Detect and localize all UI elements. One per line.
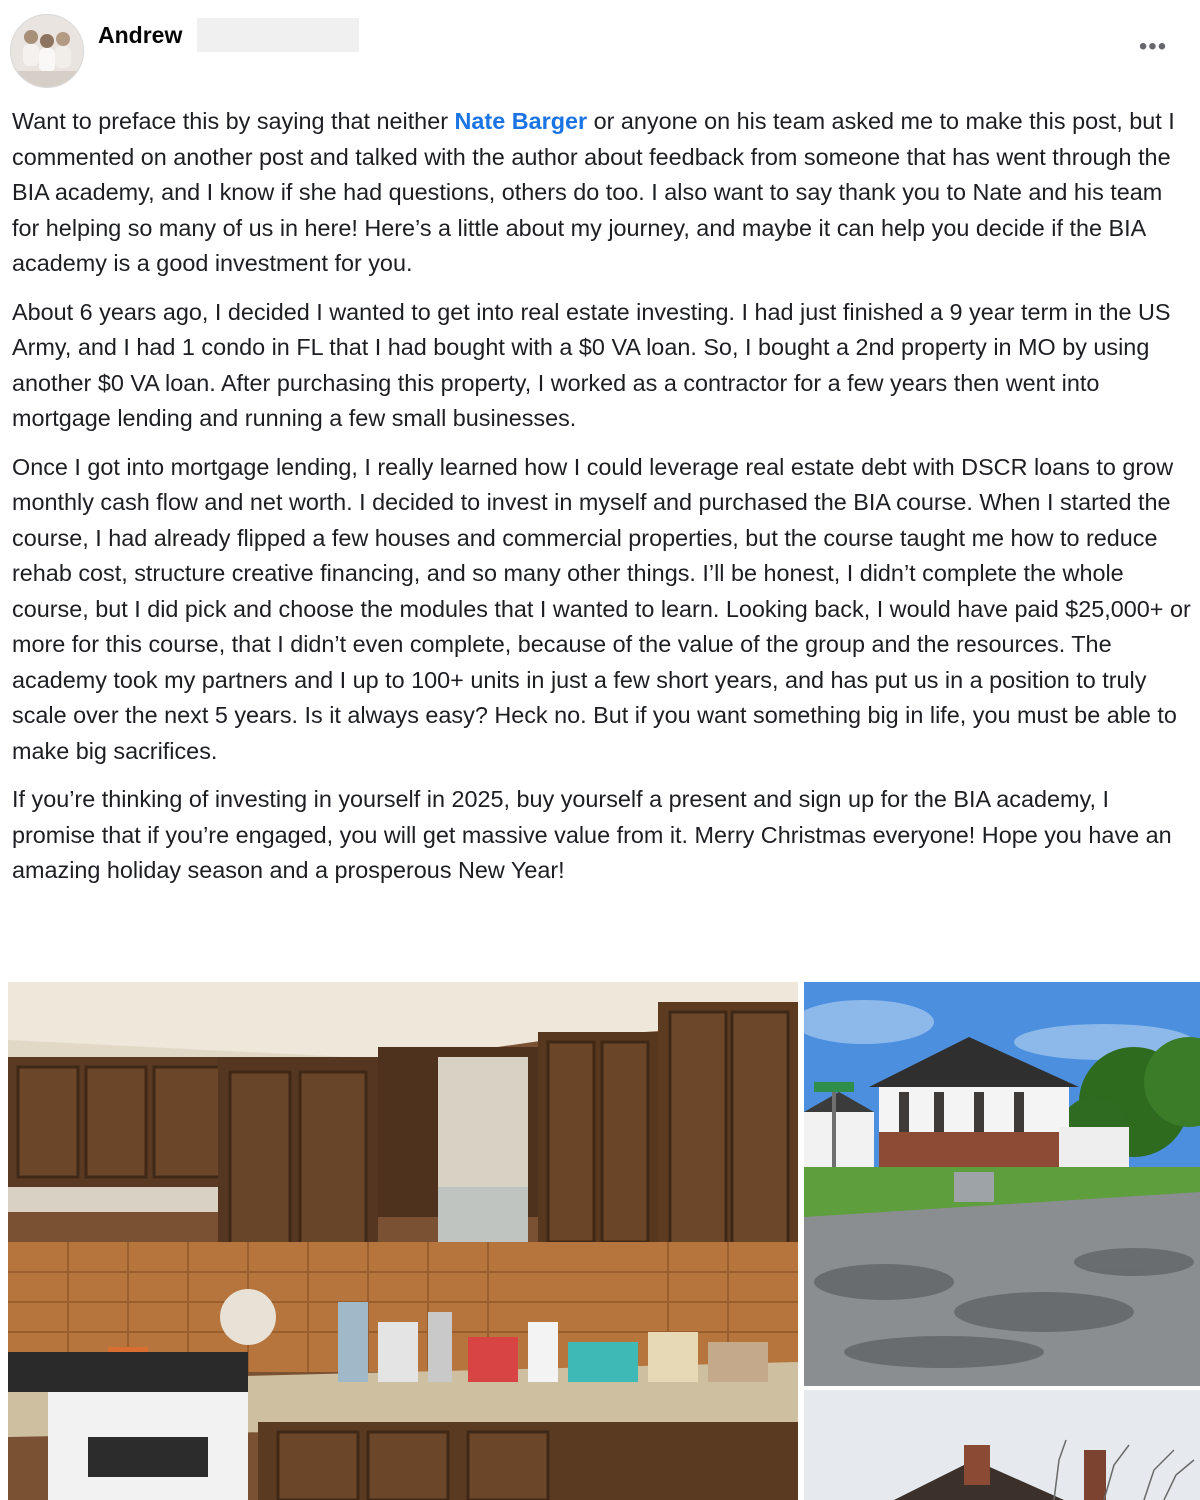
post-paragraph-3: Once I got into mortgage lending, I really learned how I could leverage real estate debt with DSCR loans to grow monthly cash flow and net worth. I decided to invest in myself and purchased the BIA course. When I started the course, I had already flipped a few houses and commercial properties, but the course taught me how to reduce rehab cost, structure creative financing, and so many other things. I’ll be honest, I didn’t complete the whole course, but I did pick and choose the modules that I wanted to learn. Looking back, I would have paid $25,000+ or more for this course, that I didn’t even complete, because of the value of the group and the resources. The academy took my partners and I up to 100+ units in just a few short years, and has put us in a position to truly scale over the next 5 years. Is it always easy? Heck no. But if you want something big in life, you must be able to make big sacrifices. — [12, 453, 1191, 764]
post-paragraph-2: About 6 years ago, I decided I wanted to get into real estate investing. I had just finished a 9 year term in the US Army, and I had 1 condo in FL that I had bought with a $0 VA loan. So, I bought a 2nd property in MO by using another $0 VA loan. After purchasing this property, I worked as a contractor for a few years then went into mortgage lending and running a few small businesses. — [12, 298, 1171, 431]
house-photo[interactable] — [804, 1390, 1200, 1500]
kitchen-photo[interactable] — [8, 982, 798, 1500]
more-options-button[interactable] — [1136, 32, 1170, 62]
author-avatar[interactable] — [10, 14, 84, 88]
name-redaction — [197, 18, 359, 52]
post-paragraph-1 — [12, 104, 1192, 282]
more-horizontal-icon: ••• — [1138, 33, 1168, 60]
author-name[interactable]: Andrew — [98, 22, 183, 48]
photo-grid — [0, 980, 1200, 1500]
apartment-building-photo[interactable] — [804, 982, 1200, 1386]
post-paragraph-4: If you’re thinking of investing in yourself in 2025, buy yourself a present and sign up for the BIA academy, I promise that if you’re engaged, you will get massive value from it. Merry Christmas everyone! Hope you have an amazing holiday season and a prosperous New Year! — [12, 786, 1172, 883]
mention-link[interactable]: Nate Barger — [454, 108, 588, 134]
paragraph-1-rest: or anyone on his team asked me to make this post, but I commented on another post and talked with the author about feedback from someone that has went through the BIA academy, and I know if she had questions, others do too. I also want to say thank you to Nate and his team for helping so many of us in here! Here’s a little about my journey, and maybe it can help you decide if the BIA academy is a good investment for you. — [12, 108, 1175, 276]
paragraph-1-intro: Want to preface this by saying that neither — [12, 108, 455, 134]
post-header — [0, 0, 1200, 95]
post-body — [12, 104, 1192, 902]
